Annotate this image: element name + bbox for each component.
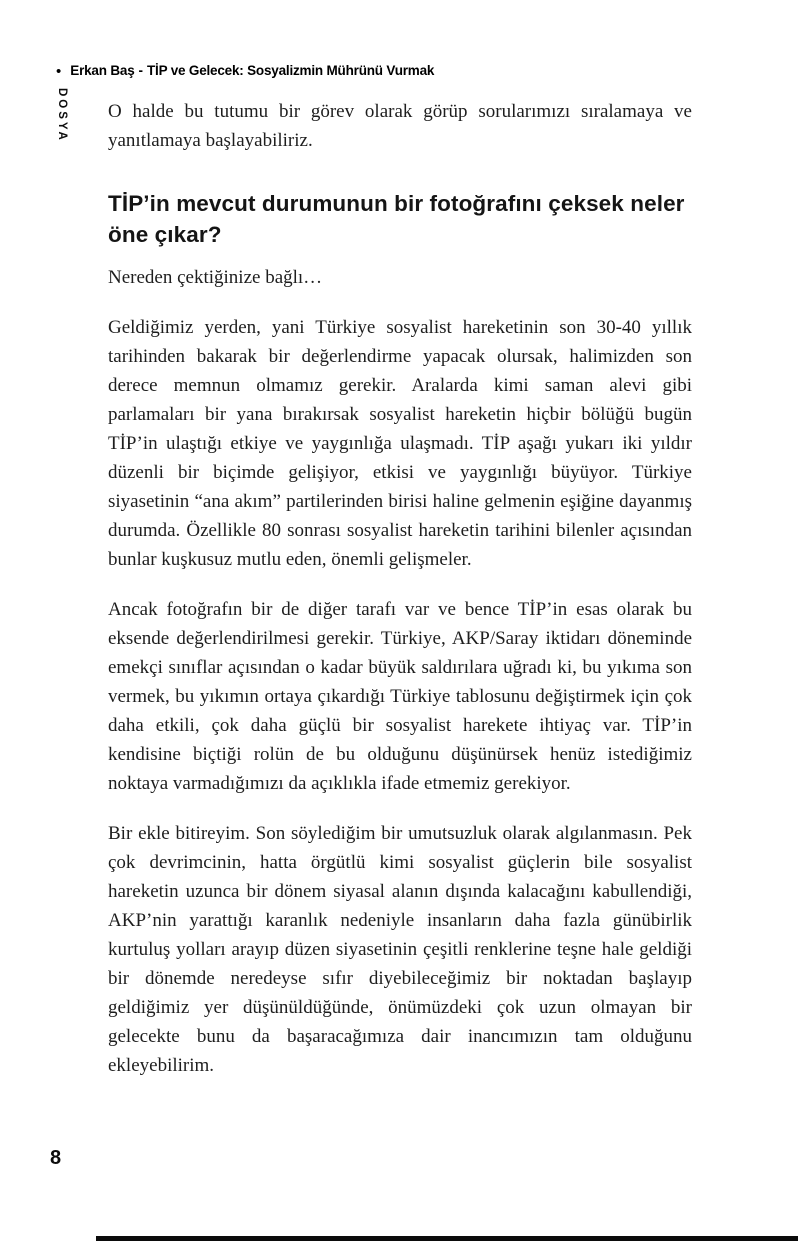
intro-paragraph: O halde bu tutumu bir görev olarak görüp sorularımızı sıralamaya ve yanıtlamaya başlayabiliriz. — [108, 101, 692, 151]
header-author: Erkan Baş — [70, 63, 135, 78]
running-header — [56, 62, 434, 80]
body-paragraph: Nereden çektiğinize bağlı… — [108, 267, 323, 288]
header-book-title: TİP ve Gelecek: Sosyalizmin Mührünü Vurmak — [147, 63, 435, 78]
body-paragraph: Geldiğimiz yerden, yani Türkiye sosyalist hareketinin son 30-40 yıllık tarihinden bakarak bir değerlendirme yapacak olursak, halimizden son derece memnun olmamız gerekir. Aralarda kimi saman alevi gibi parlamaları bir yana bırakırsak sosyalist hareketin hiçbir bölüğü bugün TİP’in ulaştığı etkiye ve yaygınlığa ulaşmadı. TİP aşağı yukarı iki yıldır düzenli bir biçimde gelişiyor, etkisi ve yaygınlığı büyüyor. Türkiye siyasetinin “ana akım” partilerinden birisi haline gelmenin eşiğine dayanmış durumda. Özellikle 80 sonrası sosyalist hareketin tarihini bilenler açısından bunlar kuşkusuz mutlu eden, önemli gelişmeler. — [108, 317, 692, 570]
header-separator: - — [138, 63, 144, 78]
text-column — [108, 97, 692, 1101]
bottom-page-edge — [96, 1236, 798, 1241]
section-heading: TİP’in mevcut durumunun bir fotoğrafını çeksek neler öne çıkar? — [108, 191, 685, 247]
body-paragraph: Bir ekle bitireyim. Son söylediğim bir umutsuzluk olarak algılanmasın. Pek çok devrimcinin, hatta örgütlü kimi sosyalist güçlerin bile sosyalist hareketin uzunca bir dönem siyasal alanın dışında kalacağını kabullendiği, AKP’nin yarattığı karanlık nedeniyle insanların daha fazla günübirlik kurtuluş yolları arayıp düzen siyasetinin çeşitli renklerine teşne hale geldiği bir dönemde neredeyse sıfır diyebileceğimiz bir noktadan başlayıp geldiğimiz yer düşünüldüğünde, önümüzdeki çok uzun olmayan bir gelecekte bunu da başaracağımıza dair inancımızın tam olduğunu ekleyebilirim. — [108, 823, 692, 1076]
header-bullet-icon: • — [56, 63, 62, 80]
margin-dossier-label: DOSYA — [56, 88, 68, 143]
page-number: 8 — [50, 1147, 62, 1169]
body-paragraph: Ancak fotoğrafın bir de diğer tarafı var ve bence TİP’in esas olarak bu eksende değerlendirilmesi gerekir. Türkiye, AKP/Saray iktidarı döneminde emekçi sınıflar açısından o kadar büyük saldırılara uğradı ki, bu yıkıma son vermek, bu yıkımın ortaya çıkardığı Türkiye tablosunu değiştirmek için çok daha etkili, çok daha güçlü bir sosyalist harekete ihtiyaç var. TİP’in kendisine biçtiği rolün de bu olduğunu düşünürsek henüz istediğimiz noktaya varmadığımızı da açıklıkla ifade etmemiz gerekiyor. — [108, 599, 692, 794]
